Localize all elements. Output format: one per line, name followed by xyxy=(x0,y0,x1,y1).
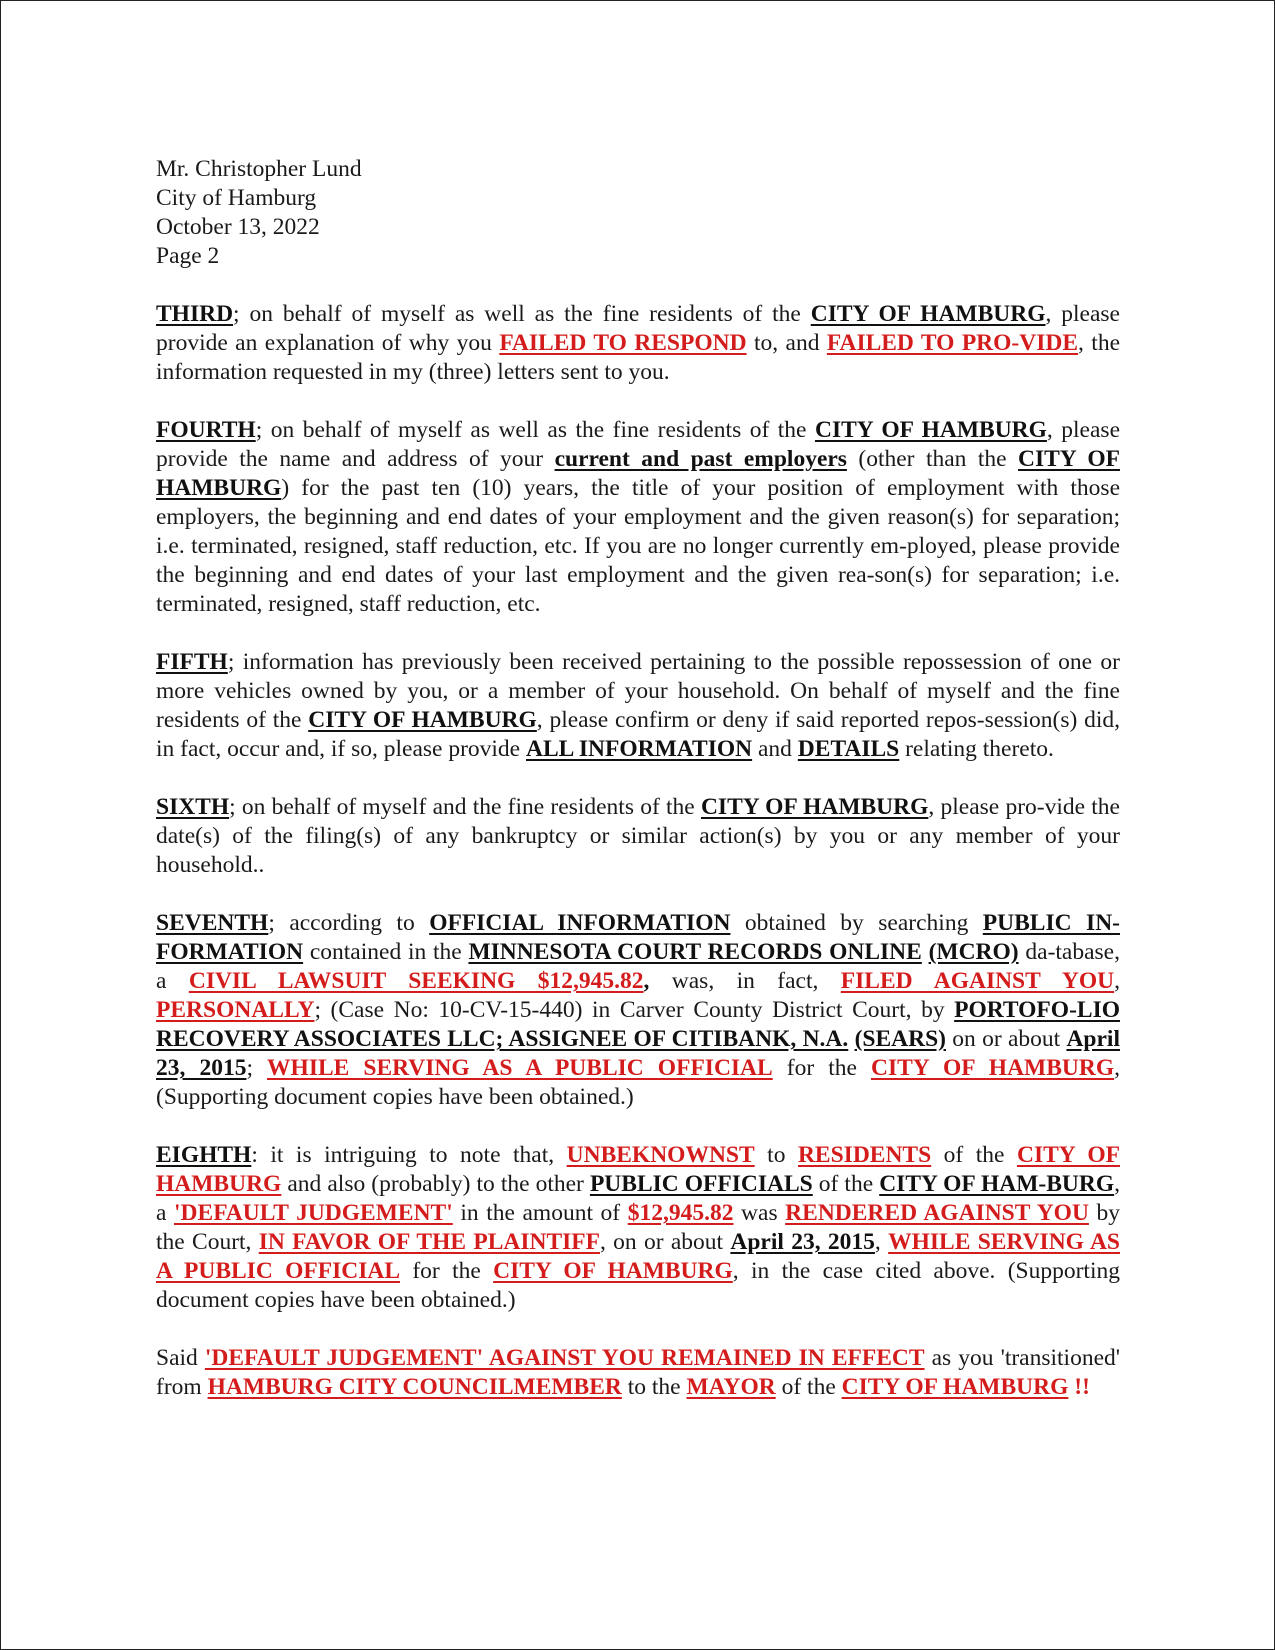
body-text: ) for the past ten (10) years, the title of your position of employment with those employers, the beginning and end dates of your employment and the given reason(s) for separation; i.e. terminated, resigned, staff reduction, etc. If you are no longer currently em-ployed, please provide the beginning and end dates of your last employment and the given rea-son(s) for separation; i.e. terminated, resigned, staff reduction, etc. xyxy=(156,475,1120,617)
emphasis-text: CITY OF HAMBURG xyxy=(308,707,537,733)
body-text: , please provide the name and address of your xyxy=(156,417,1120,472)
emphasis-text: HAMBURG CITY COUNCILMEMBER xyxy=(207,1374,622,1400)
body-text: ; xyxy=(246,1055,268,1081)
emphasis-text: PERSONALLY xyxy=(156,997,315,1023)
emphasis-text: UNBEKNOWNST xyxy=(566,1142,755,1168)
emphasis-text: (SEARS) xyxy=(854,1026,946,1052)
emphasis-text: MAYOR xyxy=(686,1374,776,1400)
body-text: , please provide an explanation of why you xyxy=(156,301,1120,356)
body-text: , xyxy=(1114,968,1121,994)
emphasis-text: CITY OF HAMBURG xyxy=(810,301,1046,327)
body-text: in the amount of xyxy=(452,1200,628,1226)
body-text: , in the case cited above. (Supporting document copies have been obtained.) xyxy=(156,1258,1120,1313)
emphasis-text: MINNESOTA COURT RECORDS ONLINE xyxy=(468,939,922,965)
body-text: : it is intriguing to note that, xyxy=(251,1142,567,1168)
emphasis-text: CITY OF HAM-BURG xyxy=(879,1171,1115,1197)
emphasis-text: $12,945.82 xyxy=(627,1200,734,1226)
body-text: of the xyxy=(812,1171,880,1197)
emphasis-text: , xyxy=(643,968,650,994)
emphasis-text: 'DEFAULT JUDGEMENT' xyxy=(174,1200,453,1226)
paragraph-fourth xyxy=(156,416,1120,619)
body-text: relating thereto. xyxy=(899,736,1054,762)
emphasis-text: FOURTH xyxy=(156,417,256,443)
body-text: , on or about xyxy=(600,1229,731,1255)
body-text: , (Supporting document copies have been obtained.) xyxy=(156,1055,1120,1110)
body-text: of the xyxy=(931,1142,1017,1168)
letter-document xyxy=(156,155,1120,1431)
emphasis-text: DETAILS xyxy=(797,736,900,762)
emphasis-text: (MCRO) xyxy=(928,939,1019,965)
body-text: (other than the xyxy=(846,446,1019,472)
emphasis-text: FIFTH xyxy=(156,649,228,675)
emphasis-text: !! xyxy=(1074,1374,1090,1400)
body-text: ; on behalf of myself as well as the fine residents of the xyxy=(255,417,815,443)
emphasis-text: CIVIL LAWSUIT SEEKING $12,945.82 xyxy=(188,968,644,994)
body-text: contained in the xyxy=(303,939,469,965)
body-text: , please pro-vide the date(s) of the filing(s) of any bankruptcy or similar action(s) by you or any member of your household.. xyxy=(156,794,1120,878)
body-text xyxy=(922,939,929,965)
letter-header xyxy=(156,155,1120,271)
letter-date: October 13, 2022 xyxy=(156,214,320,240)
emphasis-text: FILED AGAINST YOU xyxy=(840,968,1115,994)
body-text: was xyxy=(733,1200,786,1226)
body-text: ; information has previously been received pertaining to the possible repossession of one or more vehicles owned by you, or a member of your household. On behalf of myself and the fine residents of the xyxy=(156,649,1120,733)
emphasis-text: RENDERED AGAINST YOU xyxy=(785,1200,1089,1226)
emphasis-text: FAILED TO RESPOND xyxy=(499,330,747,356)
emphasis-text: PORTOFO-LIO RECOVERY ASSOCIATES LLC; ASSIGNEE OF CITIBANK, N.A. xyxy=(156,997,1120,1052)
body-text: for the xyxy=(772,1055,872,1081)
body-text: as you 'transitioned' from xyxy=(156,1345,1120,1400)
emphasis-text: OFFICIAL INFORMATION xyxy=(429,910,731,936)
emphasis-text: 'DEFAULT JUDGEMENT' AGAINST YOU REMAINED IN EFFECT xyxy=(204,1345,925,1371)
body-text: da-tabase, a xyxy=(156,939,1120,994)
body-text: , a xyxy=(156,1171,1120,1226)
body-text: ; on behalf of myself and the fine residents of the xyxy=(229,794,701,820)
emphasis-text: PUBLIC IN-FORMATION xyxy=(156,910,1120,965)
body-text: Said xyxy=(156,1345,205,1371)
emphasis-text: CITY OF HAMBURG xyxy=(841,1374,1069,1400)
body-text: was, in fact, xyxy=(649,968,841,994)
page-number: Page 2 xyxy=(156,243,220,269)
body-text: to the xyxy=(621,1374,687,1400)
paragraph-eighth xyxy=(156,1141,1120,1315)
paragraph-sixth xyxy=(156,793,1120,880)
emphasis-text: CITY OF HAMBURG xyxy=(156,446,1120,501)
body-text: and xyxy=(752,736,798,762)
emphasis-text: SEVENTH xyxy=(156,910,269,936)
body-text: and also (probably) to the other xyxy=(281,1171,590,1197)
emphasis-text: CITY OF HAMBURG xyxy=(700,794,929,820)
body-text: , please confirm or deny if said reported repos-session(s) did, in fact, occur and, if so, please provide xyxy=(156,707,1121,762)
paragraph-closing xyxy=(156,1344,1120,1402)
body-text: , xyxy=(874,1229,889,1255)
emphasis-text: ALL INFORMATION xyxy=(526,736,753,762)
body-text: ; according to xyxy=(268,910,430,936)
emphasis-text: CITY OF HAMBURG xyxy=(493,1258,733,1284)
emphasis-text: April 23, 2015 xyxy=(156,1026,1120,1081)
body-text: to xyxy=(754,1142,798,1168)
emphasis-text: CITY OF HAMBURG xyxy=(814,417,1047,443)
emphasis-text: PUBLIC OFFICIALS xyxy=(589,1171,813,1197)
body-text: , the information requested in my (three) letters sent to you. xyxy=(156,330,1121,385)
letter-body xyxy=(156,300,1120,1402)
recipient-organization: City of Hamburg xyxy=(156,185,317,211)
emphasis-text: CITY OF HAMBURG xyxy=(871,1055,1115,1081)
body-text: ; (Case No: 10-CV-15-440) in Carver County District Court, by xyxy=(314,997,955,1023)
paragraph-third xyxy=(156,300,1120,387)
body-text: obtained by searching xyxy=(730,910,983,936)
emphasis-text: current and past employers xyxy=(554,446,847,472)
emphasis-text: RESIDENTS xyxy=(797,1142,932,1168)
emphasis-text: April 23, 2015 xyxy=(730,1229,875,1255)
paragraph-seventh xyxy=(156,909,1120,1112)
emphasis-text: CITY OF HAMBURG xyxy=(156,1142,1120,1197)
emphasis-text: FAILED TO PRO-VIDE xyxy=(826,330,1079,356)
emphasis-text: WHILE SERVING AS A PUBLIC OFFICIAL xyxy=(267,1055,773,1081)
body-text: to, and xyxy=(746,330,827,356)
body-text: for the xyxy=(400,1258,494,1284)
emphasis-text: WHILE SERVING AS A PUBLIC OFFICIAL xyxy=(156,1229,1120,1284)
emphasis-text: SIXTH xyxy=(156,794,230,820)
body-text: on or about xyxy=(945,1026,1067,1052)
emphasis-text: IN FAVOR OF THE PLAINTIFF xyxy=(258,1229,600,1255)
body-text: ; on behalf of myself as well as the fine residents of the xyxy=(233,301,811,327)
paragraph-fifth xyxy=(156,648,1120,764)
recipient-name: Mr. Christopher Lund xyxy=(156,156,362,182)
emphasis-text: EIGHTH xyxy=(156,1142,252,1168)
body-text: by the Court, xyxy=(156,1200,1120,1255)
emphasis-text: THIRD xyxy=(156,301,234,327)
body-text: of the xyxy=(775,1374,842,1400)
